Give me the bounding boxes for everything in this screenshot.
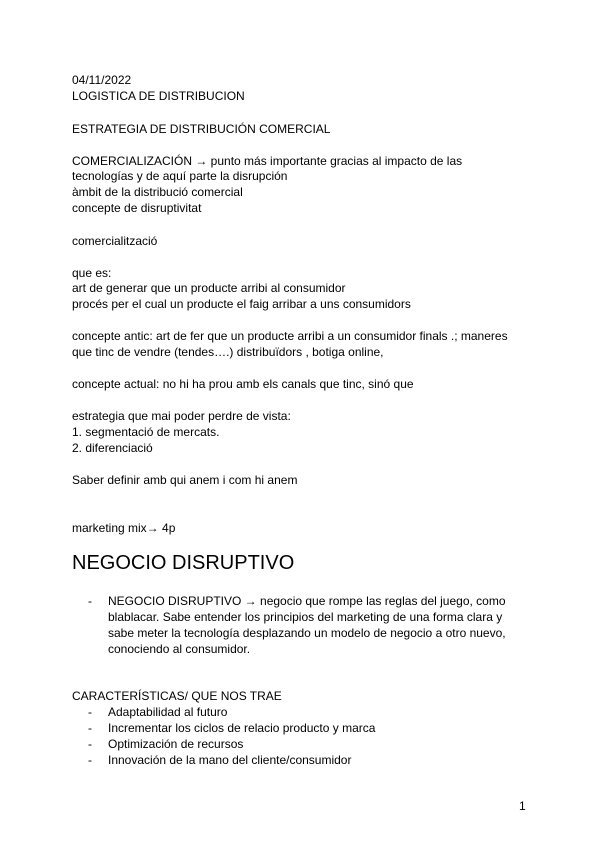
course-title: LOGISTICA DE DISTRIBUCION (72, 89, 245, 103)
bullet-line: NEGOCIO DISRUPTIVO → negocio que rompe las reglas del juego, como (108, 594, 506, 608)
estrategia-line: 1. segmentació de mercats. (72, 425, 220, 439)
intro-line: tecnologías y de aquí parte la disrupción (72, 169, 288, 183)
bullet-dash: - (88, 705, 92, 719)
list-item: Adaptabilidad al futuro (108, 705, 228, 719)
concepte-antic-line: concepte antic: art de fer que un producte arribi a un consumidor finals .; maneres (72, 329, 508, 343)
que-es-line: que es: (72, 266, 112, 280)
topic-title: ESTRATEGIA DE DISTRIBUCIÓN COMERCIAL (72, 122, 331, 136)
bullet-dash: - (88, 721, 92, 735)
concepte-antic-line: que tinc de vendre (tendes….) distribuïdors , botiga online, (72, 345, 384, 359)
date: 04/11/2022 (72, 73, 132, 87)
que-es-line: procés per el cual un producte el faig arribar a uns consumidors (72, 297, 411, 311)
section-heading: NEGOCIO DISRUPTIVO (72, 552, 295, 574)
intro-line: àmbit de la distribució comercial (72, 185, 243, 199)
bullet-dash: - (88, 594, 92, 608)
bullet-line: sabe meter la tecnología desplazando un modelo de negocio a otro nuevo, (108, 626, 506, 640)
estrategia-line: 2. diferenciació (72, 441, 153, 455)
saber-definir: Saber definir amb qui anem i com hi anem (72, 473, 298, 487)
estrategia-line: estrategia que mai poder perdre de vista: (72, 409, 291, 423)
bullet-line: conociendo al consumidor. (108, 642, 251, 656)
bullet-line: blablacar. Sabe entender los principios del marketing de una forma clara y (108, 610, 503, 624)
list-item: Optimización de recursos (108, 737, 244, 751)
caracteristicas-title: CARACTERÍSTICAS/ QUE NOS TRAE (72, 689, 282, 703)
marketing-mix: marketing mix→ 4p (72, 521, 176, 535)
que-es-line: art de generar que un producte arribi al consumidor (72, 281, 346, 295)
intro-line: concepte de disruptivitat (72, 201, 202, 215)
bullet-dash: - (88, 737, 92, 751)
comercialitzacio-heading: comercialització (72, 234, 158, 248)
bullet-dash: - (88, 753, 92, 767)
list-item: Incrementar los ciclos de relacio producto y marca (108, 721, 376, 735)
intro-line: COMERCIALIZACIÓN → punto más importante gracias al impacto de las (72, 154, 463, 168)
page-number: 1 (519, 799, 526, 813)
concepte-actual: concepte actual: no hi ha prou amb els canals que tinc, sinó que (72, 377, 414, 391)
list-item: Innovación de la mano del cliente/consumidor (108, 753, 352, 767)
